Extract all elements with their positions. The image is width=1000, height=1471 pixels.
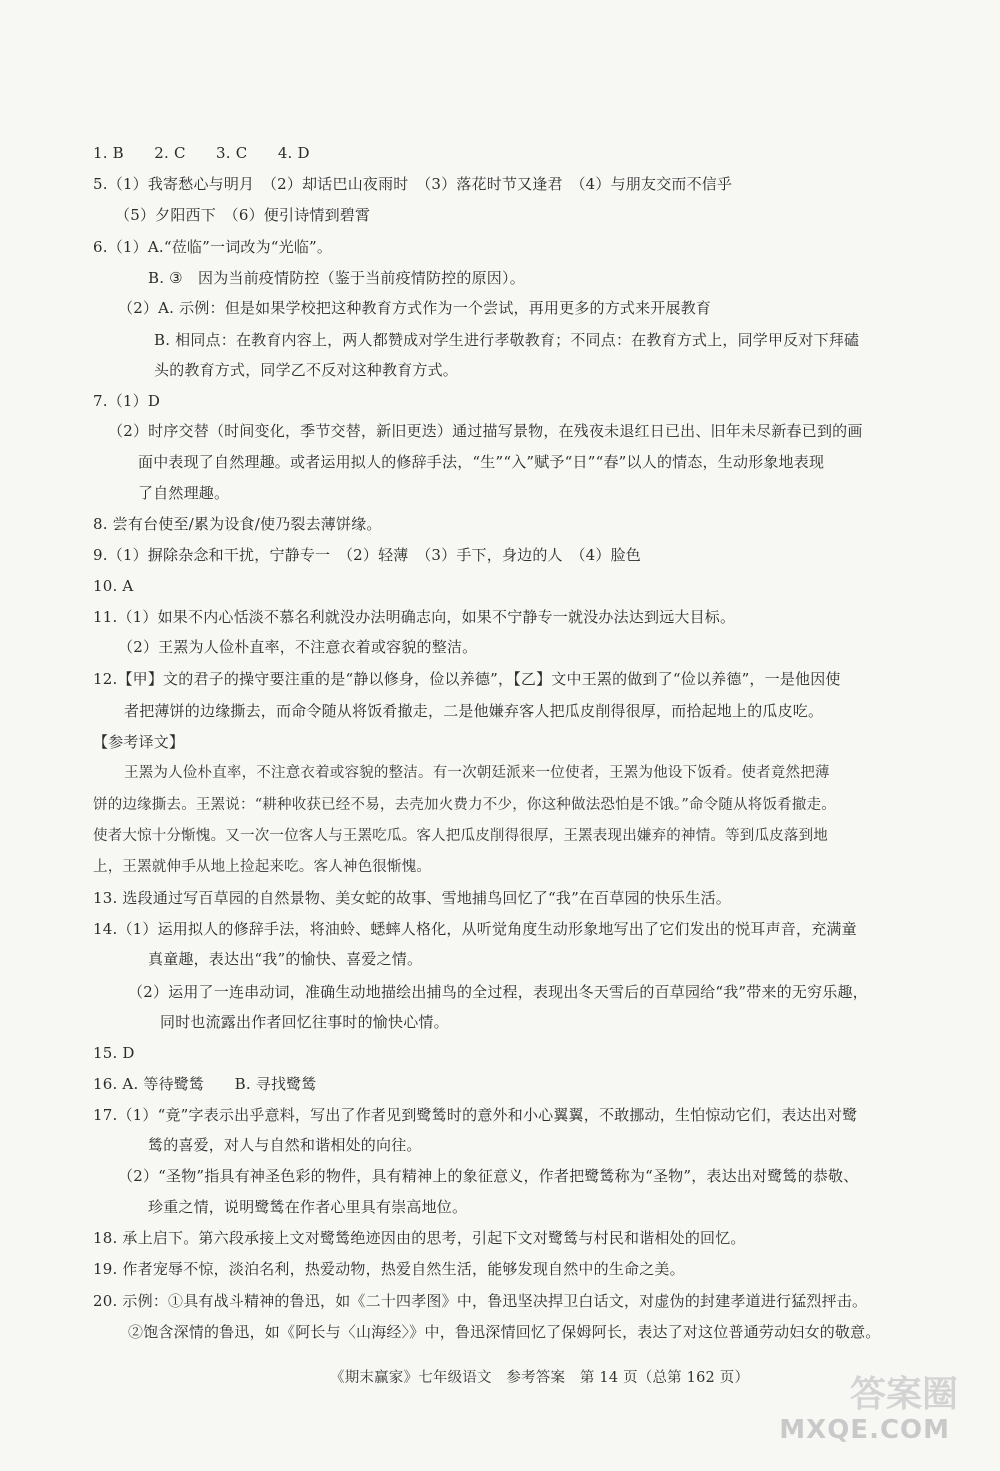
answer-line: B. ③ 因为当前疫情防控（鉴于当前疫情防控的原因）。 xyxy=(148,269,525,287)
answer-line: 珍重之情，说明鹭鸶在作者心里具有崇高地位。 xyxy=(148,1198,468,1216)
answer-line: （2）王罴为人俭朴直率，不注意衣着或容貌的整洁。 xyxy=(118,638,478,656)
answer-line: B. 相同点：在教育内容上，两人都赞成对学生进行孝敬教育；不同点：在教育方式上，同学甲反对下拜磕 xyxy=(154,331,860,349)
translation-line: 王罴为人俭朴直率，不注意衣着或容貌的整洁。有一次朝廷派来一位使者，王罴为他设下饭肴。使者竟然把薄 xyxy=(124,765,830,781)
answer-line: 头的教育方式，同学乙不反对这种教育方式。 xyxy=(154,361,459,379)
answer-line: 9.（1）摒除杂念和干扰，宁静专一 （2）轻薄 （3）手下，身边的人 （4）脸色 xyxy=(93,546,641,564)
answer-line: （2）时序交替（时间变化，季节交替，新旧更迭）通过描写景物，在残夜未退红日已出、旧年未尽新春已到的画 xyxy=(108,422,863,440)
answer-line: 19. 作者宠辱不惊，淡泊名利，热爱动物，热爱自然生活，能够发现自然中的生命之美。 xyxy=(93,1260,685,1278)
answer-line: （2）运用了一连串动词，准确生动地描绘出捕鸟的全过程，表现出冬天雪后的百草园给“我”带来的无穷乐趣， xyxy=(128,983,868,1001)
answer-line: 鸶的喜爱，对人与自然和谐相处的向往。 xyxy=(148,1136,422,1154)
answer-line: 8. 尝有台使至/累为设食/使乃裂去薄饼缘。 xyxy=(93,515,382,533)
answer-line: 面中表现了自然理趣。或者运用拟人的修辞手法，“生”“入”赋予“日”“春”以人的情态，生动形象地表现 xyxy=(138,453,825,471)
answer-line: 6.（1）A.“莅临”一词改为“光临”。 xyxy=(93,238,333,256)
answer-line: 13. 选段通过写百草园的自然景物、美女蛇的故事、雪地捕鸟回忆了“我”在百草园的快乐生活。 xyxy=(93,889,731,907)
watermark-site: MXQE.COM xyxy=(779,1415,950,1445)
translation-line: 上，王罴就伸手从地上捡起来吃。客人神色很惭愧。 xyxy=(93,859,432,875)
answer-line: 1. B 2. C 3. C 4. D xyxy=(93,144,310,162)
answer-line: （2）“圣物”指具有神圣色彩的物件，具有精神上的象征意义，作者把鹭鸶称为“圣物”，表达出对鹭鸶的恭敬、 xyxy=(118,1167,859,1185)
answer-line: （5）夕阳西下 （6）便引诗情到碧霄 xyxy=(115,206,371,224)
answer-line: （2）A. 示例：但是如果学校把这种教育方式作为一个尝试，再用更多的方式来开展教育 xyxy=(118,299,712,317)
answer-line: 16. A. 等待鹭鸶 B. 寻找鹭鸶 xyxy=(93,1075,317,1093)
answer-line: 真童趣，表达出“我”的愉快、喜爱之情。 xyxy=(148,950,423,968)
answer-line: 7.（1）D xyxy=(93,392,161,410)
answer-line: ②饱含深情的鲁迅，如《阿长与〈山海经〉》中，鲁迅深情回忆了保姆阿长，表达了对这位普通劳动妇女的敬意。 xyxy=(128,1323,881,1341)
answer-line: 11.（1）如果不内心恬淡不慕名利就没办法明确志向，如果不宁静专一就没办法达到远大目标。 xyxy=(93,608,736,626)
answer-line: 了自然理趣。 xyxy=(138,484,230,502)
translation-line: 使者大惊十分惭愧。又一次一位客人与王罴吃瓜。客人把瓜皮削得很厚，王罴表现出嫌弃的神情。等到瓜皮落到地 xyxy=(93,828,828,844)
answer-line: 5.（1）我寄愁心与明月 （2）却话巴山夜雨时 （3）落花时节又逢君 （4）与朋友交而不信乎 xyxy=(93,175,733,193)
section-heading: 【参考译文】 xyxy=(93,733,185,751)
watermark xyxy=(779,1374,980,1463)
translation-line: 饼的边缘撕去。王罴说：“耕种收获已经不易，去壳加火费力不少，你这种做法恐怕是不饿。”命令随从将饭肴撤走。 xyxy=(93,797,836,813)
watermark-logo: 答案圈 xyxy=(849,1374,958,1415)
page-footer: 《期末赢家》七年级语文 参考答案 第 14 页（总第 162 页） xyxy=(330,1370,750,1386)
answer-line: 12.【甲】文的君子的操守要注重的是“静以修身，俭以养德”，【乙】文中王罴的做到了“俭以养德”，一是他因使 xyxy=(93,670,841,688)
answer-line: 者把薄饼的边缘撕去，而命令随从将饭肴撤走，二是他嫌弃客人把瓜皮削得很厚，而拾起地上的瓜皮吃。 xyxy=(124,702,824,720)
answer-line: 17.（1）“竟”字表示出乎意料，写出了作者见到鹭鸶时的意外和小心翼翼，不敢挪动，生怕惊动它们，表达出对鹭 xyxy=(93,1106,858,1124)
answer-line: 同时也流露出作者回忆往事时的愉快心情。 xyxy=(160,1013,449,1031)
answer-line: 14.（1）运用拟人的修辞手法，将油蛉、蟋蟀人格化，从听觉角度生动形象地写出了它们发出的悦耳声音，充满童 xyxy=(93,920,857,938)
answer-line: 10. A xyxy=(93,577,134,595)
answer-line: 20. 示例：①具有战斗精神的鲁迅，如《二十四孝图》中，鲁迅坚决捍卫白话文，对虚伪的封建孝道进行猛烈抨击。 xyxy=(93,1292,868,1310)
answer-line: 18. 承上启下。第六段承接上文对鹭鸶绝迹因由的思考，引起下文对鹭鸶与村民和谐相处的回忆。 xyxy=(93,1229,746,1247)
answer-line: 15. D xyxy=(93,1044,135,1062)
